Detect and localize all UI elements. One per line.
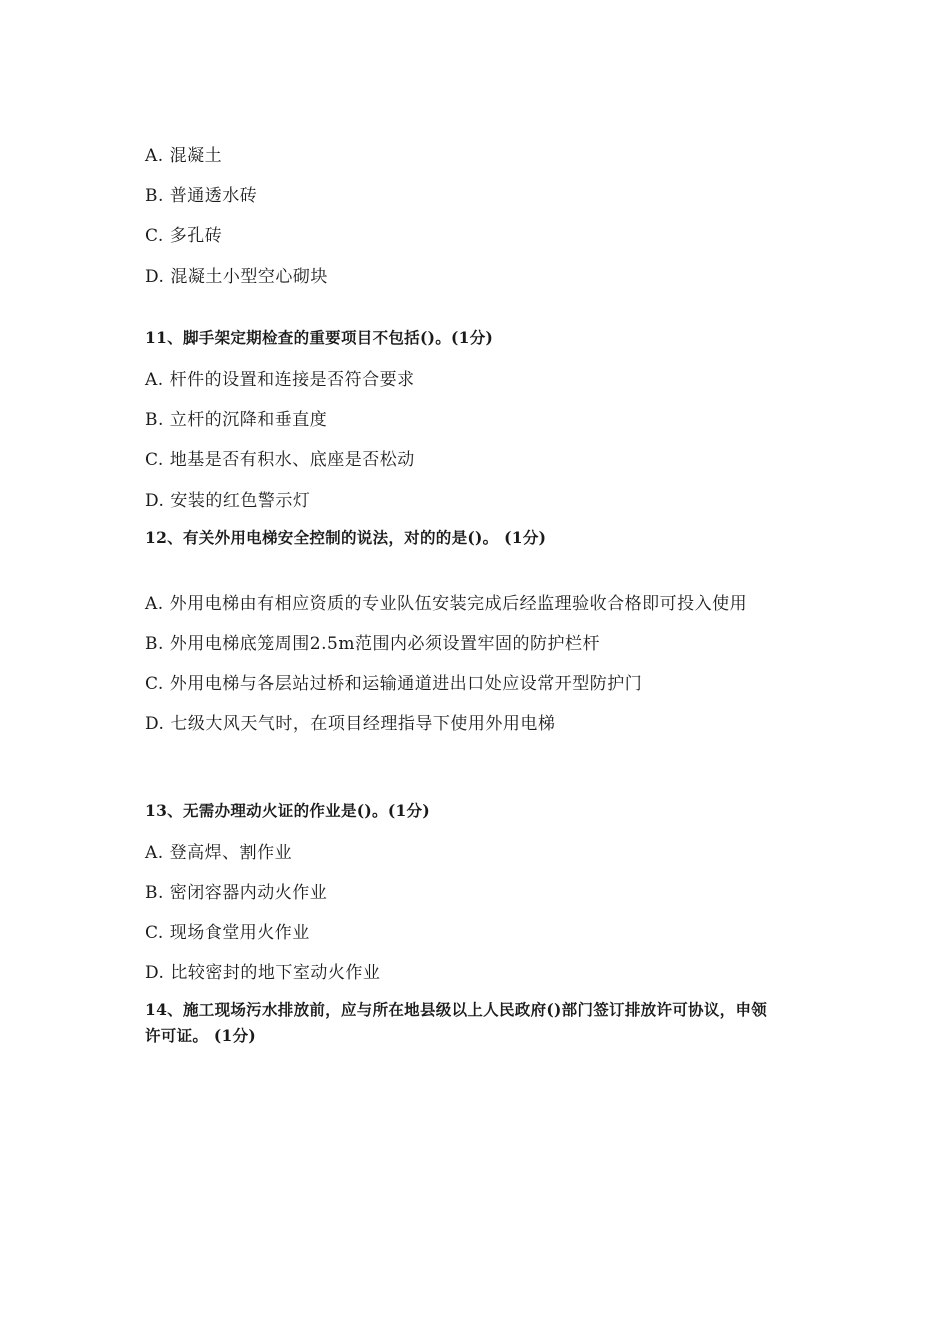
question-12: 12、有关外用电梯安全控制的说法，对的的是()。 (1分) [145,528,547,547]
question-14-continued: 许可证。 (1分) [145,1026,257,1045]
option-d-q10: D. 混凝土小型空心砌块 [145,267,328,287]
option-c-q12: C. 外用电梯与各层站过桥和运输通道进出口处应设常开型防护门 [145,674,643,694]
option-c-q11: C. 地基是否有积水、底座是否松动 [145,450,415,470]
question-14: 14、施工现场污水排放前，应与所在地县级以上人民政府()部门签订排放许可协议，申领 [145,1000,768,1019]
option-c-q10: C. 多孔砖 [145,226,223,246]
option-a-q12: A. 外用电梯由有相应资质的专业队伍安装完成后经监理验收合格即可投入使用 [145,594,748,614]
option-d-q12: D. 七级大风天气时，在项目经理指导下使用外用电梯 [145,714,556,734]
option-a-q11: A. 杆件的设置和连接是否符合要求 [145,370,415,390]
question-13: 13、无需办理动火证的作业是()。(1分) [145,801,430,820]
option-a-q10: A. 混凝土 [145,146,223,166]
question-11: 11、脚手架定期检查的重要项目不包括()。(1分) [145,328,494,347]
option-d-q13: D. 比较密封的地下室动火作业 [145,963,381,983]
option-a-q13: A. 登高焊、割作业 [145,843,293,863]
option-d-q11: D. 安装的红色警示灯 [145,491,311,511]
option-b-q13: B. 密闭容器内动火作业 [145,883,328,903]
option-b-q12: B. 外用电梯底笼周围2.5m范围内必须设置牢固的防护栏杆 [145,634,600,654]
option-b-q10: B. 普通透水砖 [145,186,258,206]
option-c-q13: C. 现场食堂用火作业 [145,923,310,943]
option-b-q11: B. 立杆的沉降和垂直度 [145,410,328,430]
